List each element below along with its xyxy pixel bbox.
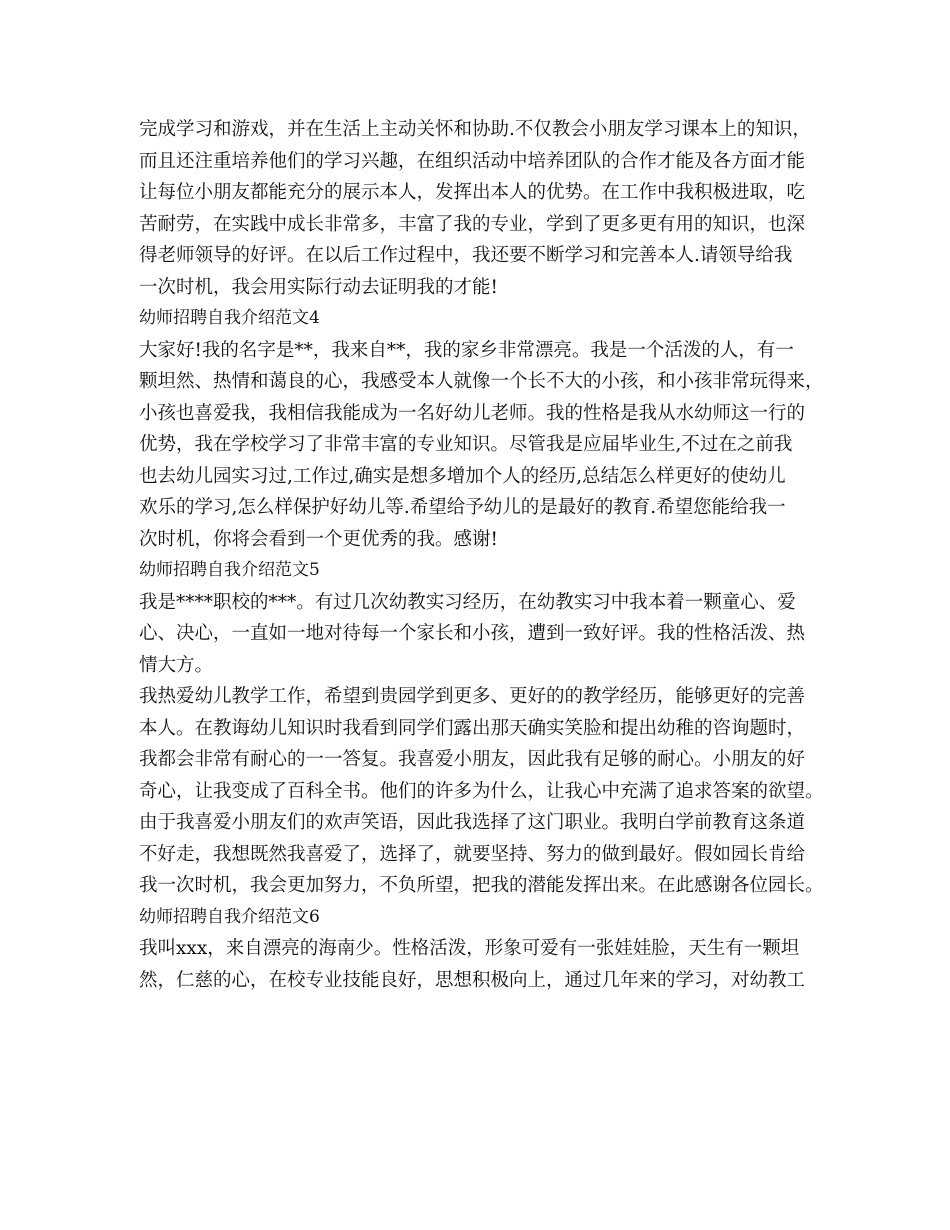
text-line: 心、决心，一直如一地对待每一个家长和小孩，遭到一致好评。我的性格活泼、热 (139, 623, 806, 644)
section-heading: 幼师招聘自我介绍范文6 (139, 906, 320, 927)
text-line: 情大方。 (139, 654, 214, 676)
text-line: 次时机，你将会看到一个更优秀的我。感谢! (139, 528, 498, 550)
paragraph (139, 335, 829, 556)
paragraph (139, 681, 829, 902)
text-line: 由于我喜爱小朋友们的欢声笑语，因此我选择了这门职业。我明白学前教育这条道 (139, 812, 806, 833)
paragraph (139, 587, 829, 682)
text-line: 欢乐的学习,怎么样保护好幼儿等.希望给予幼儿的是最好的教育.希望您能给我一 (139, 497, 786, 518)
text-line: 不好走，我想既然我喜爱了，选择了，就要坚持、努力的做到最好。假如园长肯给 (139, 843, 806, 865)
section-heading: 幼师招聘自我介绍范文4 (139, 308, 320, 328)
text-line: 而且还注重培养他们的学习兴趣，在组织活动中培养团队的合作才能及各方面才能 (139, 150, 806, 172)
section-heading: 幼师招聘自我介绍范文5 (139, 560, 320, 580)
text-line: 我一次时机，我会更加努力，不负所望，把我的潜能发挥出来。在此感谢各位园长。 (139, 875, 824, 896)
text-line: 奇心，让我变成了百科全书。他们的许多为什么，让我心中充满了追求答案的欲望。 (139, 780, 824, 802)
text-line: 本人。在教诲幼儿知识时我看到同学们露出那天确实笑脸和提出幼稚的咨询题时， (139, 717, 806, 739)
text-line: 我是****职校的***。有过几次幼教实习经历，在幼教实习中我本着一颗童心、爱 (139, 591, 796, 613)
text-line: 得老师领导的好评。在以后工作过程中，我还要不断学习和完善本人.请领导给我 (139, 245, 793, 266)
text-line: 然，仁慈的心，在校专业技能良好，思想积极向上，通过几年来的学习，对幼教工 (139, 969, 806, 991)
text-line: 我都会非常有耐心的一一答复。我喜爱小朋友，因此我有足够的耐心。小朋友的好 (139, 749, 806, 770)
text-line: 让每位小朋友都能充分的展示本人，发挥出本人的优势。在工作中我积极进取，吃 (139, 182, 806, 203)
text-line: 完成学习和游戏，并在生活上主动关怀和协助.不仅教会小朋友学习课本上的知识， (139, 119, 811, 140)
text-line: 我热爱幼儿教学工作，希望到贵园学到更多、更好的的教学经历，能够更好的完善 (139, 686, 806, 707)
text-line: 大家好!我的名字是**，我来自**，我的家乡非常漂亮。我是一个活泼的人，有一 (139, 339, 794, 361)
text-line: 也去幼儿园实习过,工作过,确实是想多增加个人的经历,总结怎么样更好的使幼儿 (139, 465, 786, 487)
paragraph (139, 114, 829, 303)
text-line: 一次时机，我会用实际行动去证明我的才能! (139, 276, 498, 298)
document-body (139, 114, 829, 996)
text-line: 苦耐劳，在实践中成长非常多，丰富了我的专业，学到了更多更有用的知识，也深 (139, 213, 806, 235)
text-line: 我叫xxx，来自漂亮的海南少。性格活泼，形象可爱有一张娃娃脸，天生有一颗坦 (139, 938, 800, 959)
paragraph (139, 933, 829, 996)
text-line: 颗坦然、热情和蔼良的心，我感受本人就像一个长不大的小孩，和小孩非常玩得来， (139, 371, 824, 392)
text-line: 优势，我在学校学习了非常丰富的专业知识。尽管我是应届毕业生,不过在之前我 (139, 434, 793, 455)
text-line: 小孩也喜爱我，我相信我能成为一名好幼儿老师。我的性格是我从水幼师这一行的 (139, 402, 806, 424)
